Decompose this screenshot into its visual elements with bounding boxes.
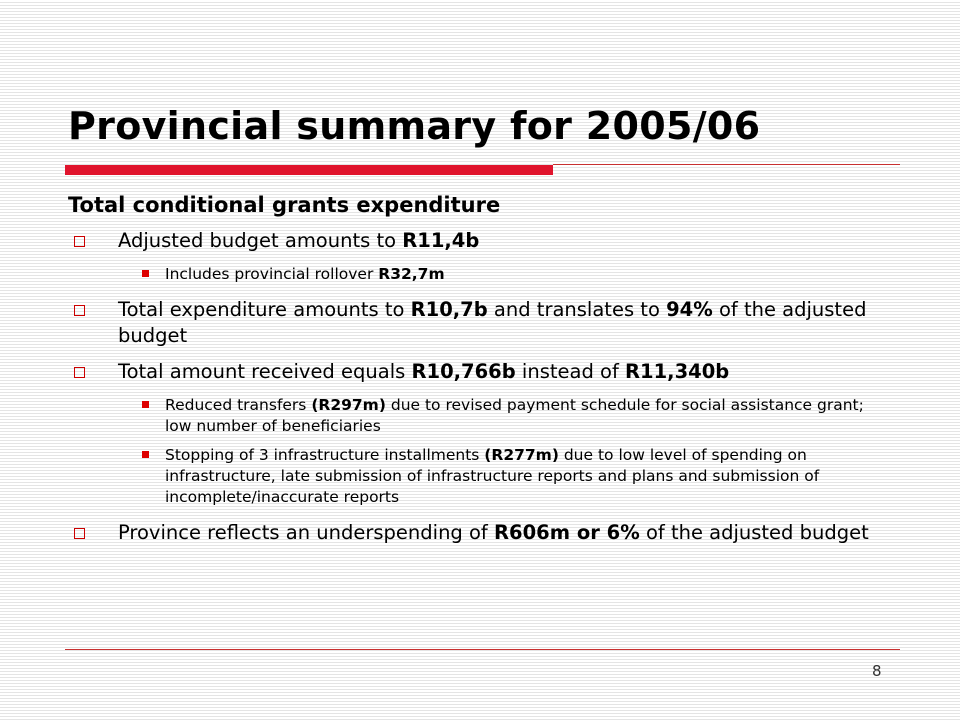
page-number: 8	[872, 662, 882, 680]
sub-bullet-rollover: Includes provincial rollover R32,7m	[72, 264, 892, 285]
sub-bullet-reduced-transfers: Reduced transfers (R297m) due to revised payment schedule for social assistance grant; low number of beneficiaries	[72, 395, 892, 437]
bullet-adjusted-budget: Adjusted budget amounts to R11,4b	[72, 228, 892, 254]
hollow-square-bullet-icon	[74, 305, 85, 316]
slide-subtitle: Total conditional grants expenditure	[68, 193, 501, 217]
hollow-square-bullet-icon	[74, 367, 85, 378]
hollow-square-bullet-icon	[74, 528, 85, 539]
bullet-total-expenditure: Total expenditure amounts to R10,7b and translates to 94% of the adjusted budget	[72, 297, 892, 349]
filled-square-bullet-icon	[142, 270, 149, 277]
bullet-list	[72, 228, 892, 556]
title-accent-bar	[65, 165, 553, 175]
footer-rule	[65, 649, 900, 650]
title-rule	[553, 164, 900, 165]
slide-title: Provincial summary for 2005/06	[68, 104, 761, 148]
sub-bullet-stopping-installments: Stopping of 3 infrastructure installments (R277m) due to low level of spending on infrastructure, late submission of infrastructure reports and plans and submission of incomplete/inaccurate reports	[72, 445, 892, 508]
filled-square-bullet-icon	[142, 401, 149, 408]
bullet-amount-received: Total amount received equals R10,766b instead of R11,340b	[72, 359, 892, 385]
bullet-underspending: Province reflects an underspending of R606m or 6% of the adjusted budget	[72, 520, 892, 546]
filled-square-bullet-icon	[142, 451, 149, 458]
hollow-square-bullet-icon	[74, 236, 85, 247]
